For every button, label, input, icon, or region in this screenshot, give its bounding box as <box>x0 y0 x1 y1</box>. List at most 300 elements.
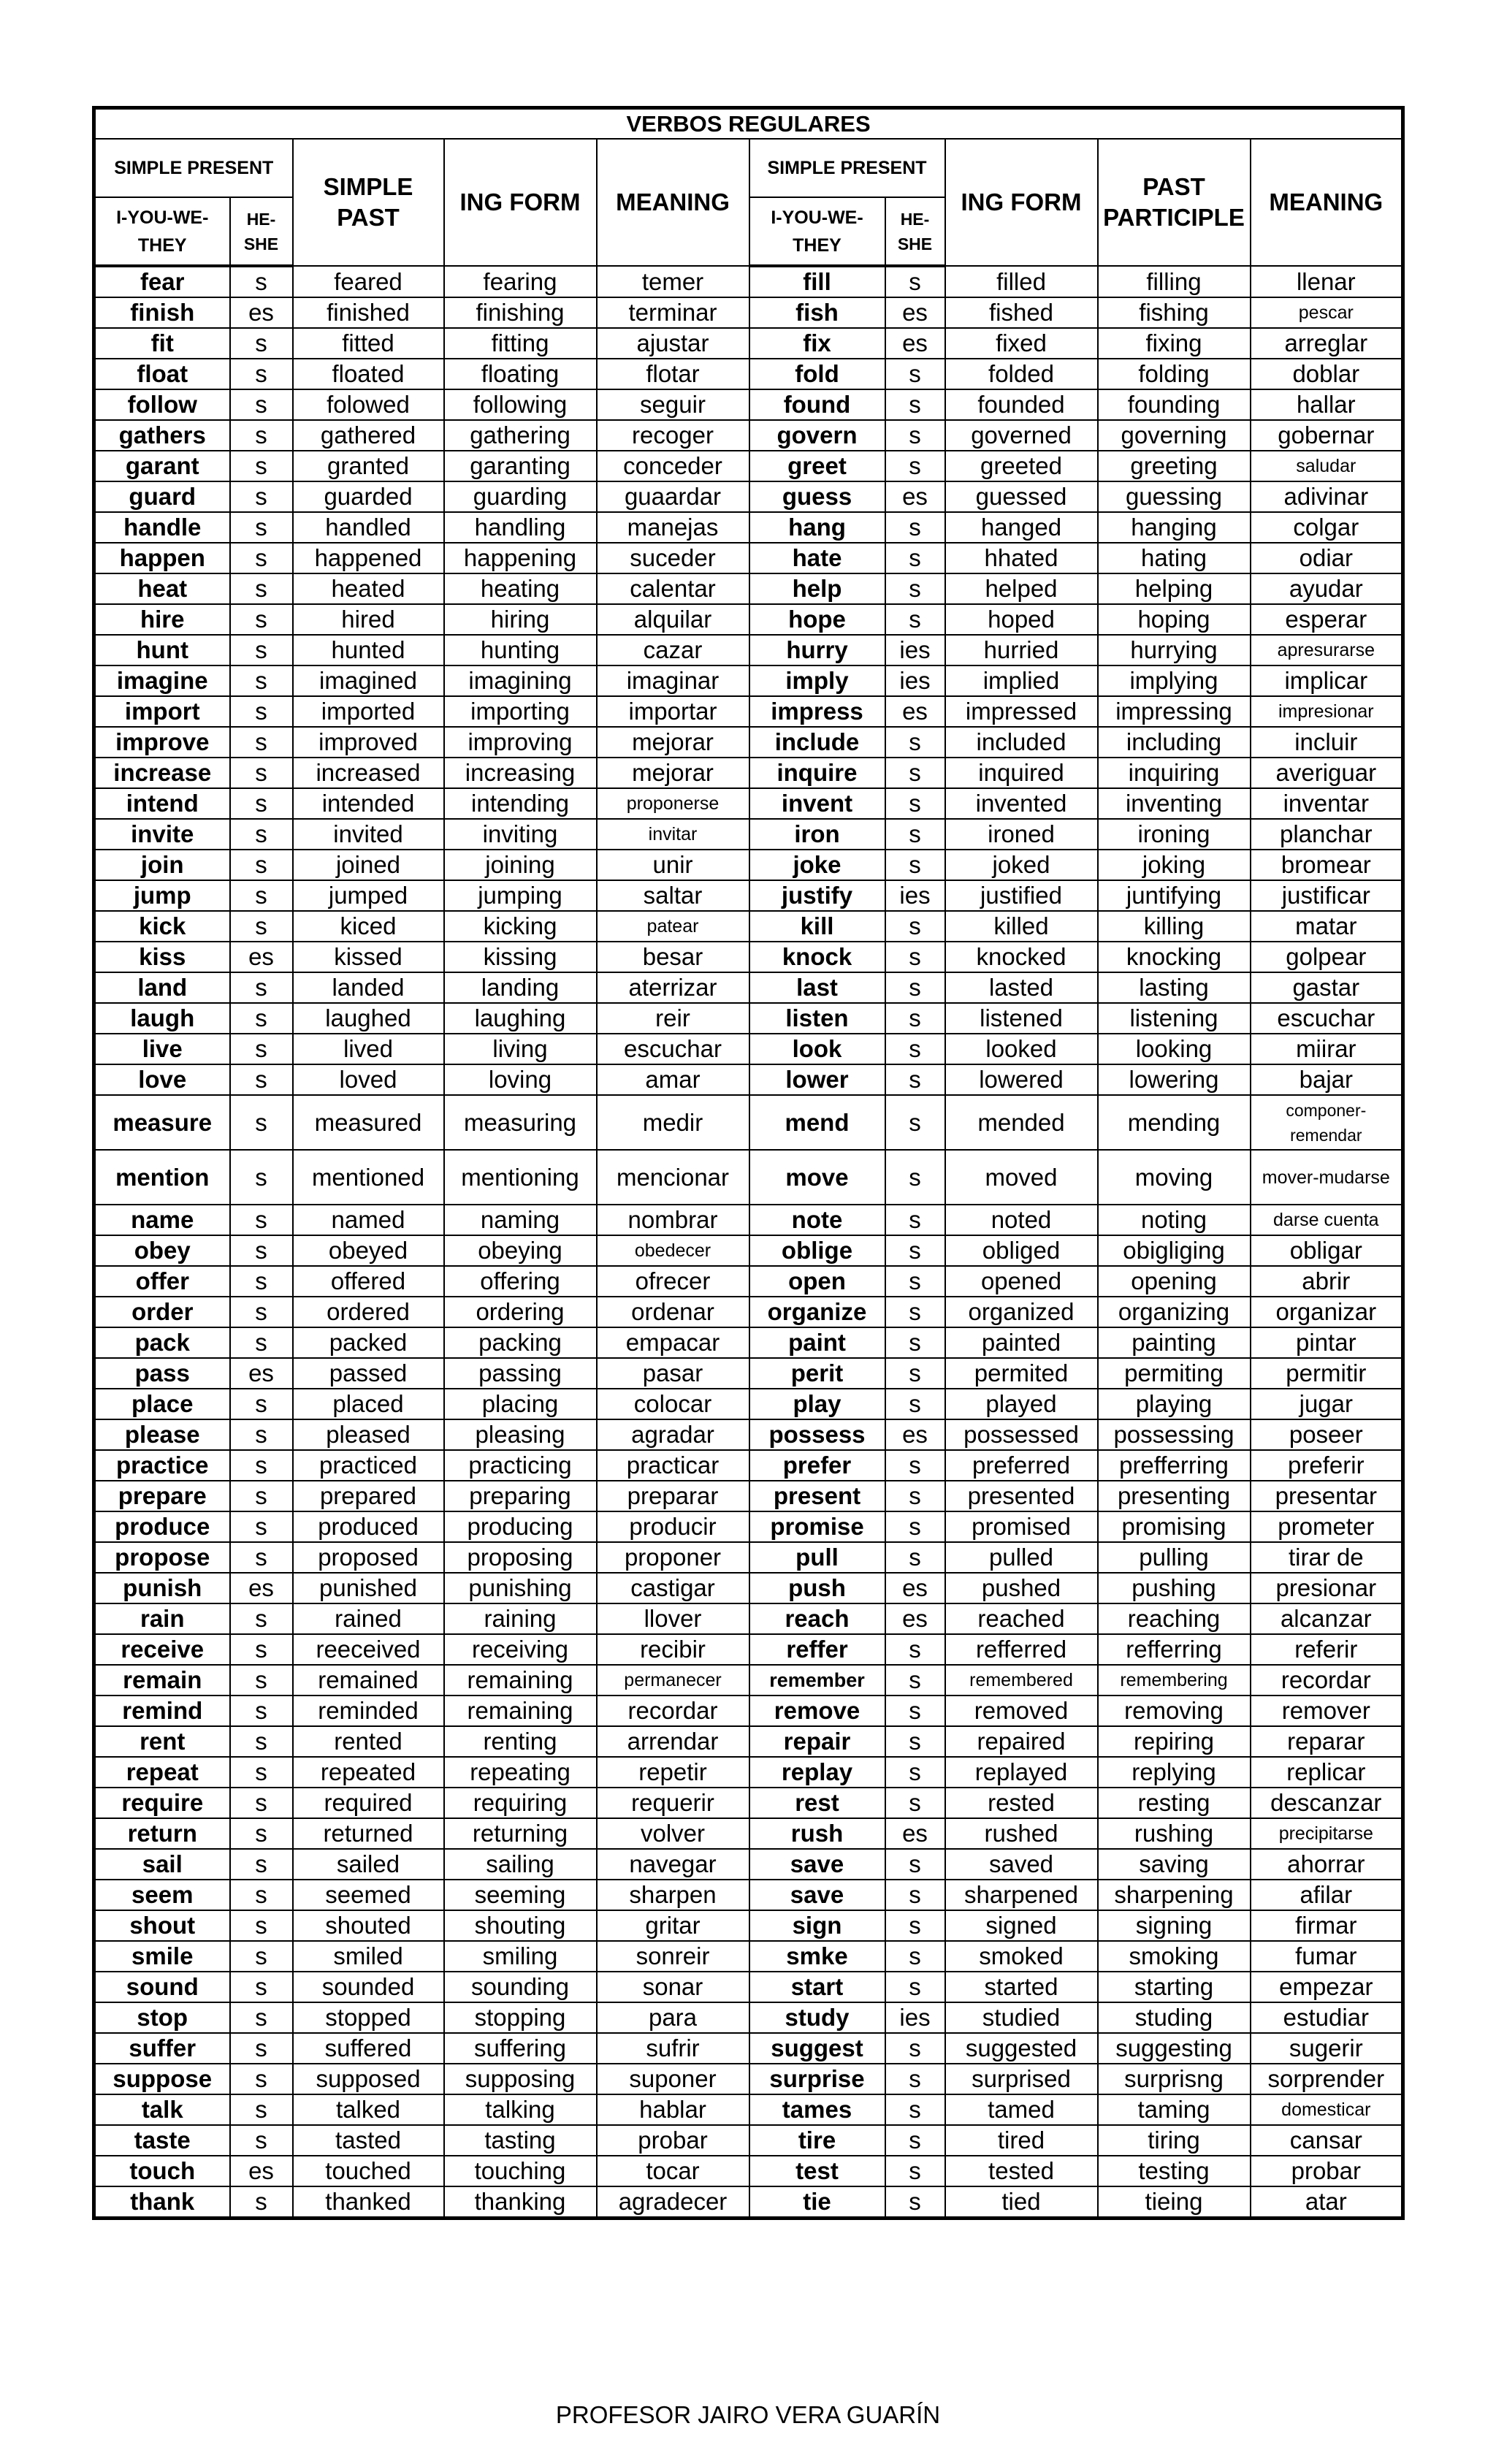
left-verb-base-cell: invite <box>94 819 230 850</box>
left-simple-past-cell: kiced <box>293 911 444 942</box>
left-ing-form-cell: packing <box>444 1327 597 1358</box>
table-row <box>94 2186 1403 2219</box>
left-verb-third-person-cell: s <box>230 1064 293 1095</box>
right-verb-third-person-cell: s <box>885 420 945 451</box>
left-simple-past-cell: measured <box>293 1095 444 1150</box>
right-ing-form-cell: surprised <box>945 2064 1098 2094</box>
left-ing-form-cell: hiring <box>444 604 597 635</box>
left-meaning-cell: manejas <box>597 512 749 543</box>
left-ing-form-cell: ordering <box>444 1297 597 1327</box>
left-meaning-cell: producir <box>597 1511 749 1542</box>
left-verb-third-person-cell: s <box>230 1849 293 1880</box>
right-meaning-cell: impresionar <box>1251 696 1403 727</box>
right-verb-third-person-cell: s <box>885 819 945 850</box>
right-past-participle-cell: surprisng <box>1098 2064 1251 2094</box>
right-past-participle-cell: mending <box>1098 1095 1251 1150</box>
left-simple-past-cell: hunted <box>293 635 444 665</box>
right-verb-third-person-cell: s <box>885 2064 945 2094</box>
right-verb-third-person-cell: s <box>885 1542 945 1573</box>
left-ing-form-cell: obeying <box>444 1235 597 1266</box>
header-he-she-left: HE-SHE <box>230 197 293 266</box>
right-past-participle-cell: starting <box>1098 1972 1251 2002</box>
left-simple-past-cell: granted <box>293 451 444 481</box>
left-simple-past-cell: prepared <box>293 1481 444 1511</box>
table-row <box>94 1297 1403 1327</box>
left-verb-base-cell: jump <box>94 880 230 911</box>
table-row <box>94 266 1403 297</box>
right-verb-third-person-cell: es <box>885 297 945 328</box>
left-simple-past-cell: reeceived <box>293 1634 444 1665</box>
right-past-participle-cell: obigliging <box>1098 1235 1251 1266</box>
left-ing-form-cell: requiring <box>444 1788 597 1818</box>
right-ing-form-cell: saved <box>945 1849 1098 1880</box>
right-meaning-cell: apresurarse <box>1251 635 1403 665</box>
right-verb-base-cell: play <box>749 1389 885 1419</box>
right-past-participle-cell: sharpening <box>1098 1880 1251 1910</box>
right-verb-base-cell: perit <box>749 1358 885 1389</box>
right-ing-form-cell: joked <box>945 850 1098 880</box>
right-verb-base-cell: listen <box>749 1003 885 1034</box>
table-row <box>94 543 1403 573</box>
left-verb-third-person-cell: s <box>230 635 293 665</box>
left-simple-past-cell: required <box>293 1788 444 1818</box>
left-ing-form-cell: following <box>444 389 597 420</box>
table-row <box>94 1064 1403 1095</box>
left-verb-base-cell: return <box>94 1818 230 1849</box>
right-past-participle-cell: hurrying <box>1098 635 1251 665</box>
right-verb-base-cell: help <box>749 573 885 604</box>
left-ing-form-cell: supposing <box>444 2064 597 2094</box>
left-meaning-cell: medir <box>597 1095 749 1150</box>
right-ing-form-cell: moved <box>945 1150 1098 1205</box>
right-past-participle-cell: noting <box>1098 1205 1251 1235</box>
left-ing-form-cell: stopping <box>444 2002 597 2033</box>
table-row <box>94 1880 1403 1910</box>
right-past-participle-cell: removing <box>1098 1696 1251 1726</box>
right-verb-third-person-cell: s <box>885 1095 945 1150</box>
right-verb-base-cell: promise <box>749 1511 885 1542</box>
right-ing-form-cell: possessed <box>945 1419 1098 1450</box>
right-meaning-cell: ahorrar <box>1251 1849 1403 1880</box>
left-ing-form-cell: landing <box>444 972 597 1003</box>
table-row <box>94 1205 1403 1235</box>
right-meaning-cell: incluir <box>1251 727 1403 758</box>
right-past-participle-cell: greeting <box>1098 451 1251 481</box>
left-verb-third-person-cell: s <box>230 1095 293 1150</box>
right-ing-form-cell: implied <box>945 665 1098 696</box>
table-row <box>94 1665 1403 1696</box>
right-verb-base-cell: save <box>749 1849 885 1880</box>
table-row <box>94 1818 1403 1849</box>
table-row <box>94 2064 1403 2094</box>
left-meaning-cell: repetir <box>597 1757 749 1788</box>
left-simple-past-cell: named <box>293 1205 444 1235</box>
right-past-participle-cell: hanging <box>1098 512 1251 543</box>
right-past-participle-cell: moving <box>1098 1150 1251 1205</box>
left-verb-base-cell: kiss <box>94 942 230 972</box>
left-simple-past-cell: landed <box>293 972 444 1003</box>
table-row <box>94 1419 1403 1450</box>
left-simple-past-cell: feared <box>293 266 444 297</box>
right-meaning-cell: averiguar <box>1251 758 1403 788</box>
footer-author: PROFESOR JAIRO VERA GUARÍN <box>555 2401 941 2428</box>
left-verb-third-person-cell: s <box>230 911 293 942</box>
right-meaning-cell: arreglar <box>1251 328 1403 359</box>
right-meaning-cell: domesticar <box>1251 2094 1403 2125</box>
right-ing-form-cell: inquired <box>945 758 1098 788</box>
left-verb-third-person-cell: s <box>230 1972 293 2002</box>
left-meaning-cell: navegar <box>597 1849 749 1880</box>
left-ing-form-cell: living <box>444 1034 597 1064</box>
table-row <box>94 1972 1403 2002</box>
left-verb-third-person-cell: es <box>230 1573 293 1603</box>
left-simple-past-cell: jumped <box>293 880 444 911</box>
right-past-participle-cell: prefferring <box>1098 1450 1251 1481</box>
left-simple-past-cell: talked <box>293 2094 444 2125</box>
table-row <box>94 573 1403 604</box>
left-simple-past-cell: seemed <box>293 1880 444 1910</box>
table-row <box>94 635 1403 665</box>
right-past-participle-cell: remembering <box>1098 1665 1251 1696</box>
table-row <box>94 665 1403 696</box>
right-meaning-cell: presentar <box>1251 1481 1403 1511</box>
left-simple-past-cell: reminded <box>293 1696 444 1726</box>
right-verb-third-person-cell: s <box>885 359 945 389</box>
left-ing-form-cell: thanking <box>444 2186 597 2219</box>
right-verb-base-cell: found <box>749 389 885 420</box>
left-meaning-cell: tocar <box>597 2156 749 2186</box>
header-simple-present-right: SIMPLE PRESENT <box>749 139 945 197</box>
left-ing-form-cell: seeming <box>444 1880 597 1910</box>
left-verb-third-person-cell: s <box>230 1266 293 1297</box>
right-verb-base-cell: look <box>749 1034 885 1064</box>
right-ing-form-cell: studied <box>945 2002 1098 2033</box>
left-verb-third-person-cell: s <box>230 1542 293 1573</box>
right-verb-base-cell: repair <box>749 1726 885 1757</box>
right-ing-form-cell: played <box>945 1389 1098 1419</box>
right-verb-base-cell: hate <box>749 543 885 573</box>
left-meaning-cell: conceder <box>597 451 749 481</box>
left-simple-past-cell: sounded <box>293 1972 444 2002</box>
left-meaning-cell: recoger <box>597 420 749 451</box>
left-simple-past-cell: heated <box>293 573 444 604</box>
right-ing-form-cell: invented <box>945 788 1098 819</box>
right-past-participle-cell: permiting <box>1098 1358 1251 1389</box>
right-ing-form-cell: fished <box>945 297 1098 328</box>
right-verb-base-cell: possess <box>749 1419 885 1450</box>
left-verb-third-person-cell: s <box>230 727 293 758</box>
left-verb-third-person-cell: s <box>230 1034 293 1064</box>
right-ing-form-cell: obliged <box>945 1235 1098 1266</box>
left-meaning-cell: castigar <box>597 1573 749 1603</box>
right-meaning-cell: adivinar <box>1251 481 1403 512</box>
right-verb-third-person-cell: s <box>885 911 945 942</box>
left-verb-third-person-cell: s <box>230 1634 293 1665</box>
left-ing-form-cell: punishing <box>444 1573 597 1603</box>
left-meaning-cell: requerir <box>597 1788 749 1818</box>
left-simple-past-cell: packed <box>293 1327 444 1358</box>
left-verb-base-cell: shout <box>94 1910 230 1941</box>
left-ing-form-cell: kicking <box>444 911 597 942</box>
right-verb-base-cell: oblige <box>749 1235 885 1266</box>
left-verb-base-cell: intend <box>94 788 230 819</box>
left-ing-form-cell: imagining <box>444 665 597 696</box>
right-verb-third-person-cell: s <box>885 2125 945 2156</box>
right-meaning-cell: darse cuenta <box>1251 1205 1403 1235</box>
left-ing-form-cell: sailing <box>444 1849 597 1880</box>
left-ing-form-cell: inviting <box>444 819 597 850</box>
right-verb-third-person-cell: s <box>885 1034 945 1064</box>
left-verb-base-cell: sail <box>94 1849 230 1880</box>
left-meaning-cell: seguir <box>597 389 749 420</box>
right-past-participle-cell: tieing <box>1098 2186 1251 2219</box>
left-ing-form-cell: guarding <box>444 481 597 512</box>
right-verb-base-cell: note <box>749 1205 885 1235</box>
right-ing-form-cell: governed <box>945 420 1098 451</box>
right-past-participle-cell: helping <box>1098 573 1251 604</box>
left-simple-past-cell: pleased <box>293 1419 444 1450</box>
right-meaning-cell: recordar <box>1251 1665 1403 1696</box>
right-verb-base-cell: study <box>749 2002 885 2033</box>
left-ing-form-cell: proposing <box>444 1542 597 1573</box>
right-verb-base-cell: remember <box>749 1665 885 1696</box>
right-verb-third-person-cell: s <box>885 727 945 758</box>
right-verb-third-person-cell: s <box>885 1064 945 1095</box>
right-meaning-cell: precipitarse <box>1251 1818 1403 1849</box>
left-simple-past-cell: obeyed <box>293 1235 444 1266</box>
left-ing-form-cell: joining <box>444 850 597 880</box>
left-meaning-cell: mencionar <box>597 1150 749 1205</box>
left-meaning-cell: para <box>597 2002 749 2033</box>
right-verb-third-person-cell: s <box>885 1972 945 2002</box>
left-simple-past-cell: tasted <box>293 2125 444 2156</box>
left-verb-third-person-cell: s <box>230 328 293 359</box>
right-meaning-cell: descanzar <box>1251 1788 1403 1818</box>
right-meaning-cell: pescar <box>1251 297 1403 328</box>
right-ing-form-cell: rested <box>945 1788 1098 1818</box>
left-simple-past-cell: thanked <box>293 2186 444 2219</box>
left-ing-form-cell: finishing <box>444 297 597 328</box>
right-verb-base-cell: rest <box>749 1788 885 1818</box>
right-meaning-cell: abrir <box>1251 1266 1403 1297</box>
table-row <box>94 481 1403 512</box>
table-row <box>94 2125 1403 2156</box>
right-meaning-cell: poseer <box>1251 1419 1403 1450</box>
right-meaning-cell: doblar <box>1251 359 1403 389</box>
left-verb-third-person-cell: s <box>230 420 293 451</box>
right-verb-third-person-cell: es <box>885 696 945 727</box>
right-meaning-cell: remover <box>1251 1696 1403 1726</box>
right-verb-base-cell: save <box>749 1880 885 1910</box>
left-simple-past-cell: sailed <box>293 1849 444 1880</box>
right-meaning-cell: prometer <box>1251 1511 1403 1542</box>
table-row <box>94 696 1403 727</box>
right-past-participle-cell: inquiring <box>1098 758 1251 788</box>
right-past-participle-cell: listening <box>1098 1003 1251 1034</box>
right-ing-form-cell: filled <box>945 266 1098 297</box>
table-row <box>94 788 1403 819</box>
left-verb-third-person-cell: s <box>230 451 293 481</box>
left-meaning-cell: aterrizar <box>597 972 749 1003</box>
left-verb-third-person-cell: s <box>230 2002 293 2033</box>
left-meaning-cell: gritar <box>597 1910 749 1941</box>
left-verb-base-cell: place <box>94 1389 230 1419</box>
left-verb-base-cell: float <box>94 359 230 389</box>
left-meaning-cell: invitar <box>597 819 749 850</box>
right-meaning-cell: reparar <box>1251 1726 1403 1757</box>
left-verb-base-cell: live <box>94 1034 230 1064</box>
right-ing-form-cell: replayed <box>945 1757 1098 1788</box>
left-ing-form-cell: passing <box>444 1358 597 1389</box>
left-ing-form-cell: kissing <box>444 942 597 972</box>
left-verb-third-person-cell: s <box>230 1665 293 1696</box>
right-ing-form-cell: impressed <box>945 696 1098 727</box>
left-simple-past-cell: improved <box>293 727 444 758</box>
left-simple-past-cell: offered <box>293 1266 444 1297</box>
left-ing-form-cell: fitting <box>444 328 597 359</box>
left-simple-past-cell: repeated <box>293 1757 444 1788</box>
table-row <box>94 1481 1403 1511</box>
left-verb-base-cell: please <box>94 1419 230 1450</box>
left-verb-base-cell: handle <box>94 512 230 543</box>
right-meaning-cell: organizar <box>1251 1297 1403 1327</box>
left-simple-past-cell: folowed <box>293 389 444 420</box>
table-row <box>94 1542 1403 1573</box>
right-verb-third-person-cell: s <box>885 1726 945 1757</box>
table-row <box>94 1003 1403 1034</box>
right-verb-third-person-cell: s <box>885 1665 945 1696</box>
left-ing-form-cell: mentioning <box>444 1150 597 1205</box>
right-ing-form-cell: helped <box>945 573 1098 604</box>
header-he-she-right: HE-SHE <box>885 197 945 266</box>
left-verb-base-cell: measure <box>94 1095 230 1150</box>
left-meaning-cell: pasar <box>597 1358 749 1389</box>
left-simple-past-cell: ordered <box>293 1297 444 1327</box>
table-row <box>94 1941 1403 1972</box>
left-meaning-cell: empacar <box>597 1327 749 1358</box>
right-verb-base-cell: suggest <box>749 2033 885 2064</box>
right-ing-form-cell: pushed <box>945 1573 1098 1603</box>
right-verb-base-cell: hurry <box>749 635 885 665</box>
left-verb-base-cell: guard <box>94 481 230 512</box>
right-ing-form-cell: looked <box>945 1034 1098 1064</box>
left-meaning-cell: besar <box>597 942 749 972</box>
right-past-participle-cell: presenting <box>1098 1481 1251 1511</box>
left-simple-past-cell: lived <box>293 1034 444 1064</box>
table-row <box>94 1511 1403 1542</box>
left-meaning-cell: ajustar <box>597 328 749 359</box>
right-ing-form-cell: signed <box>945 1910 1098 1941</box>
right-ing-form-cell: noted <box>945 1205 1098 1235</box>
right-verb-base-cell: organize <box>749 1297 885 1327</box>
left-simple-past-cell: shouted <box>293 1910 444 1941</box>
left-verb-third-person-cell: s <box>230 573 293 604</box>
right-past-participle-cell: testing <box>1098 2156 1251 2186</box>
left-verb-base-cell: propose <box>94 1542 230 1573</box>
left-verb-third-person-cell: s <box>230 2064 293 2094</box>
table-row <box>94 850 1403 880</box>
right-ing-form-cell: refferred <box>945 1634 1098 1665</box>
right-ing-form-cell: justified <box>945 880 1098 911</box>
right-ing-form-cell: included <box>945 727 1098 758</box>
table-row <box>94 1095 1403 1150</box>
left-verb-third-person-cell: s <box>230 758 293 788</box>
right-verb-third-person-cell: s <box>885 788 945 819</box>
right-verb-base-cell: paint <box>749 1327 885 1358</box>
left-simple-past-cell: placed <box>293 1389 444 1419</box>
left-verb-third-person-cell: s <box>230 2125 293 2156</box>
right-meaning-cell: inventar <box>1251 788 1403 819</box>
left-meaning-cell: sharpen <box>597 1880 749 1910</box>
left-simple-past-cell: joined <box>293 850 444 880</box>
right-verb-third-person-cell: s <box>885 2033 945 2064</box>
left-simple-past-cell: floated <box>293 359 444 389</box>
right-meaning-cell: atar <box>1251 2186 1403 2219</box>
left-verb-base-cell: require <box>94 1788 230 1818</box>
right-verb-base-cell: move <box>749 1150 885 1205</box>
left-meaning-cell: cazar <box>597 635 749 665</box>
right-verb-third-person-cell: s <box>885 1880 945 1910</box>
right-ing-form-cell: fixed <box>945 328 1098 359</box>
right-ing-form-cell: painted <box>945 1327 1098 1358</box>
right-verb-third-person-cell: s <box>885 389 945 420</box>
right-meaning-cell: miirar <box>1251 1034 1403 1064</box>
left-verb-third-person-cell: s <box>230 1297 293 1327</box>
right-meaning-cell: presionar <box>1251 1573 1403 1603</box>
left-meaning-cell: mejorar <box>597 758 749 788</box>
right-ing-form-cell: hanged <box>945 512 1098 543</box>
left-simple-past-cell: supposed <box>293 2064 444 2094</box>
left-meaning-cell: importar <box>597 696 749 727</box>
header-ing-form-left: ING FORM <box>444 139 597 266</box>
right-verb-third-person-cell: ies <box>885 2002 945 2033</box>
right-meaning-cell: sugerir <box>1251 2033 1403 2064</box>
left-simple-past-cell: imagined <box>293 665 444 696</box>
right-past-participle-cell: hoping <box>1098 604 1251 635</box>
right-verb-base-cell: start <box>749 1972 885 2002</box>
right-past-participle-cell: saving <box>1098 1849 1251 1880</box>
left-verb-third-person-cell: s <box>230 1696 293 1726</box>
right-ing-form-cell: opened <box>945 1266 1098 1297</box>
table-row <box>94 758 1403 788</box>
right-past-participle-cell: implying <box>1098 665 1251 696</box>
left-ing-form-cell: touching <box>444 2156 597 2186</box>
right-past-participle-cell: guessing <box>1098 481 1251 512</box>
right-verb-base-cell: smke <box>749 1941 885 1972</box>
left-verb-base-cell: produce <box>94 1511 230 1542</box>
left-verb-third-person-cell: s <box>230 1910 293 1941</box>
left-verb-third-person-cell: s <box>230 1511 293 1542</box>
left-verb-base-cell: remind <box>94 1696 230 1726</box>
left-ing-form-cell: improving <box>444 727 597 758</box>
right-verb-third-person-cell: s <box>885 266 945 297</box>
left-meaning-cell: volver <box>597 1818 749 1849</box>
right-ing-form-cell: ironed <box>945 819 1098 850</box>
left-meaning-cell: escuchar <box>597 1034 749 1064</box>
left-meaning-cell: ofrecer <box>597 1266 749 1297</box>
left-ing-form-cell: intending <box>444 788 597 819</box>
right-verb-third-person-cell: s <box>885 850 945 880</box>
left-verb-base-cell: taste <box>94 2125 230 2156</box>
left-ing-form-cell: renting <box>444 1726 597 1757</box>
right-verb-third-person-cell: s <box>885 1235 945 1266</box>
right-verb-third-person-cell: s <box>885 604 945 635</box>
left-verb-base-cell: rain <box>94 1603 230 1634</box>
right-verb-third-person-cell: s <box>885 543 945 573</box>
right-verb-third-person-cell: s <box>885 1297 945 1327</box>
right-verb-base-cell: rush <box>749 1818 885 1849</box>
table-row <box>94 1757 1403 1788</box>
